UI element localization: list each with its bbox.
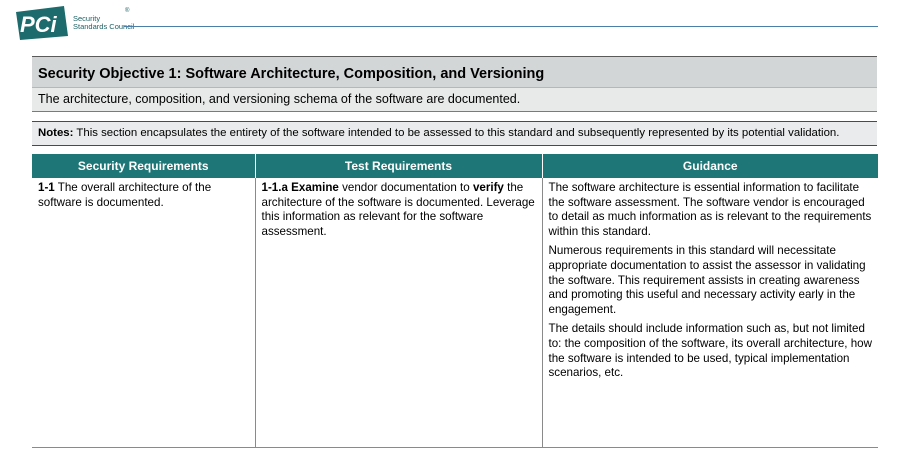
table-row (32, 178, 878, 448)
objective-description: The architecture, composition, and versioning schema of the software are documented. (32, 88, 877, 112)
header-guidance: Guidance (542, 154, 878, 178)
table-header-row (32, 154, 878, 178)
header-security-requirements: Security Requirements (32, 154, 255, 178)
logo-line-2: Standards Council (73, 22, 135, 31)
guidance-paragraph-3: The details should include information such as, but not limited to: the composition of the software, its overall architecture, how the software is intended to be used, typical implementation scenarios, etc. (548, 322, 872, 380)
guidance-cell (542, 178, 878, 448)
pci-logo (14, 6, 134, 40)
test-requirement-cell (255, 178, 542, 448)
notes-box (32, 121, 877, 146)
header-test-requirements: Test Requirements (255, 154, 542, 178)
test-verify-keyword: verify (472, 181, 504, 194)
logo-text (73, 15, 134, 32)
requirements-table (32, 154, 878, 448)
notes-text: This section encapsulates the entirety of the software intended to be assessed to this standard and subsequently represented by its potential validation. (73, 127, 840, 139)
pci-logo-mark (14, 6, 70, 40)
objective-title: Security Objective 1: Software Architecture, Composition, and Versioning (32, 57, 877, 88)
guidance-paragraph-1: The software architecture is essential information to facilitate the software assessment. The software vendor is encouraged to detail as much information as is relevant to the requirements within this standard. (548, 181, 872, 238)
guidance-paragraph-2: Numerous requirements in this standard will necessitate appropriate documentation to assist the assessor in validating the software. This requirement assists in creating awareness and promoting this useful and necessary activity early in the engagement. (548, 244, 866, 316)
security-requirement-cell (32, 178, 255, 448)
logo-mark-text: PCi (20, 12, 57, 37)
header-divider (124, 26, 878, 27)
notes-label: Notes: (38, 127, 74, 139)
test-examine-keyword: Examine (291, 181, 339, 194)
test-requirement-text-2: the architecture of the software is documented. Leverage this information as relevant for the software assessment. (261, 181, 535, 238)
security-requirement-id: 1-1 (38, 181, 55, 194)
test-requirement-id: 1-1.a (261, 181, 288, 194)
security-requirement-text: The overall architecture of the software is documented. (38, 181, 212, 209)
security-objective (32, 56, 877, 112)
logo-line-1: Security (73, 13, 101, 23)
registered-mark: ® (125, 8, 130, 14)
test-requirement-text-1: vendor documentation to (338, 181, 473, 194)
